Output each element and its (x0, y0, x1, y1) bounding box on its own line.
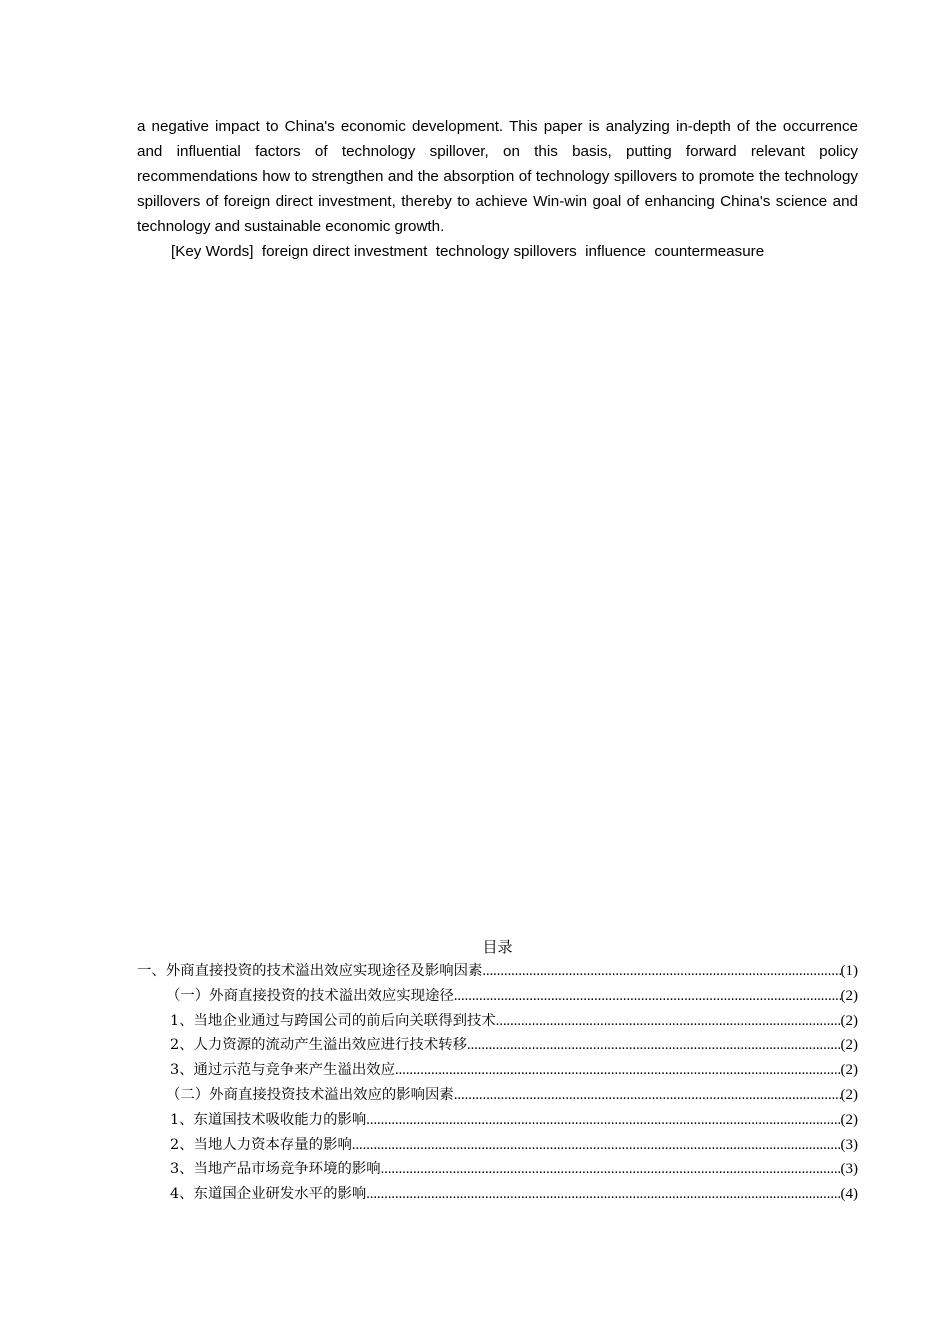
toc-dot-leader (366, 1182, 840, 1207)
toc-dot-leader (366, 1108, 840, 1133)
toc-entry-text: 一、外商直接投资的技术溢出效应实现途径及影响因素 (137, 963, 483, 979)
toc-entry-page: (1) (840, 963, 858, 979)
toc-entry-text: 3、通过示范与竞争来产生溢出效应 (170, 1062, 396, 1079)
toc-entry-page: (2) (840, 1062, 858, 1079)
toc-entry[interactable] (137, 1133, 858, 1158)
toc-dot-leader (482, 959, 840, 984)
toc-entry-page: (2) (840, 1037, 858, 1054)
toc-entry-text: 2、人力资源的流动产生溢出效应进行技术转移 (170, 1037, 467, 1054)
toc-entry[interactable] (137, 1083, 858, 1108)
toc-entry[interactable] (137, 959, 858, 984)
toc-dot-leader (381, 1157, 841, 1182)
toc-entry-text: 2、当地人力资本存量的影响 (170, 1136, 352, 1153)
toc-entry-page: (2) (840, 1086, 858, 1103)
toc-entry[interactable] (137, 1182, 858, 1207)
keywords-line: [Key Words] foreign direct investment technology spillovers influence countermeasure (171, 243, 765, 260)
toc-dot-leader (395, 1058, 840, 1083)
toc-entry[interactable] (137, 1033, 858, 1058)
toc-entry[interactable] (137, 1058, 858, 1083)
toc-entry-text: 1、东道国技术吸收能力的影响 (170, 1111, 367, 1128)
toc-entry[interactable] (137, 1108, 858, 1133)
abstract-paragraph: a negative impact to China's economic development. This paper is analyzing in-depth of the occurrence and influential factors of technology spillover, on this basis, putting forward relevant policy recommendations how to strengthen and the absorption of technology spillovers to promote the technology spillovers of foreign direct investment, thereby to achieve Win-win goal of enhancing China's science and technology and sustainable economic growth. (137, 118, 858, 235)
toc-entry-page: (2) (840, 1012, 858, 1029)
toc-entry-text: 4、东道国企业研发水平的影响 (170, 1186, 367, 1203)
toc-entry-text: 1、当地企业通过与跨国公司的前后向关联得到技术 (170, 1012, 496, 1029)
toc-entry-text: （二）外商直接投资技术溢出效应的影响因素 (166, 1086, 454, 1103)
toc-entry-text: 3、当地产品市场竞争环境的影响 (170, 1161, 381, 1178)
toc-dot-leader (454, 984, 841, 1009)
toc-title: 目录 (482, 938, 513, 956)
toc-entry-page: (2) (840, 987, 858, 1004)
toc-entry[interactable] (137, 984, 858, 1009)
toc-entry-page: (2) (840, 1111, 858, 1128)
toc-entry[interactable] (137, 1157, 858, 1182)
toc-entry-page: (3) (840, 1136, 858, 1153)
table-of-contents (137, 959, 858, 1207)
toc-entry[interactable] (137, 1009, 858, 1034)
toc-entry-text: （一）外商直接投资的技术溢出效应实现途径 (166, 987, 454, 1004)
toc-dot-leader (496, 1009, 841, 1034)
toc-dot-leader (352, 1133, 841, 1158)
toc-dot-leader (467, 1033, 841, 1058)
toc-dot-leader (454, 1083, 841, 1108)
toc-entry-page: (3) (840, 1161, 858, 1178)
toc-entry-page: (4) (840, 1186, 858, 1203)
